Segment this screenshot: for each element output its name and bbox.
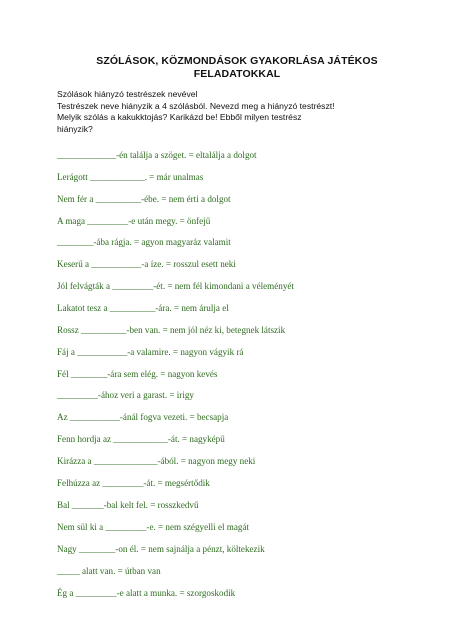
exercise-line: Az ___________-ánál fogva vezeti. = becsapja	[57, 412, 229, 422]
exercise-line: Fenn hordja az ____________-át. = nagyképű	[57, 434, 225, 444]
exercise-line: Fáj a ___________-a valamire. = nagyon vágyik rá	[57, 347, 244, 357]
exercise-line: Fél ________-ára sem elég. = nagyon kevés	[57, 369, 218, 379]
exercise-line: Keserű a ___________-a íze. = rosszul esett neki	[57, 259, 236, 269]
exercise-line: Lerágott ____________. = már unalmas	[57, 172, 204, 182]
instruction-line: hiányzik?	[57, 123, 93, 134]
worksheet-title-line-2: FELADATOKKAL	[193, 68, 281, 80]
exercise-line: ________-ába rágja. = agyon magyaráz valamit	[57, 237, 231, 247]
exercise-line: Bal _______-bal kelt fel. = rosszkedvű	[57, 500, 199, 510]
worksheet-title-line-1: SZÓLÁSOK, KÖZMONDÁSOK GYAKORLÁSA JÁTÉKOS	[96, 55, 378, 67]
exercise-line: Nem sül ki a _________-e. = nem szégyelli el magát	[57, 522, 250, 532]
exercise-line: _____________-én találja a szöget. = eltalálja a dolgot	[57, 150, 257, 160]
exercise-line: Nagy ________-on él. = nem sajnálja a pénzt, költekezik	[57, 544, 265, 554]
instruction-heading: Szólások hiányzó testrészek nevével	[57, 89, 198, 99]
instructions-block	[57, 89, 387, 135]
exercise-line: Felhúzza az _________-át. = megsértődik	[57, 478, 210, 488]
instruction-line: Melyik szólás a kakukktojás? Karikázd be! Ebből milyen testrész	[57, 112, 302, 122]
exercise-line: _____ alatt van. = útban van	[57, 566, 161, 576]
exercise-line: A maga _________-e után megy. = önfejű	[57, 216, 211, 226]
instruction-line: Testrészek neve hiányzik a 4 szólásból. Nevezd meg a hiányzó testrészt!	[57, 100, 335, 111]
exercise-line: Rossz __________-ben van. = nem jól néz ki, betegnek látszik	[57, 325, 286, 335]
exercise-line: Ég a _________-e alatt a munka. = szorgoskodik	[57, 588, 236, 598]
exercise-line: Jól felvágták a _________-ét. = nem fél kimondani a véleményét	[57, 281, 294, 291]
exercise-line: _________-ához veri a garast. = irigy	[57, 390, 194, 400]
exercise-line: Lakatot tesz a __________-ára. = nem árulja el	[57, 303, 229, 313]
exercise-line: Kirázza a ______________-ából. = nagyon megy neki	[57, 456, 256, 466]
exercise-line: Nem fér a __________-ébe. = nem érti a dolgot	[57, 194, 231, 204]
